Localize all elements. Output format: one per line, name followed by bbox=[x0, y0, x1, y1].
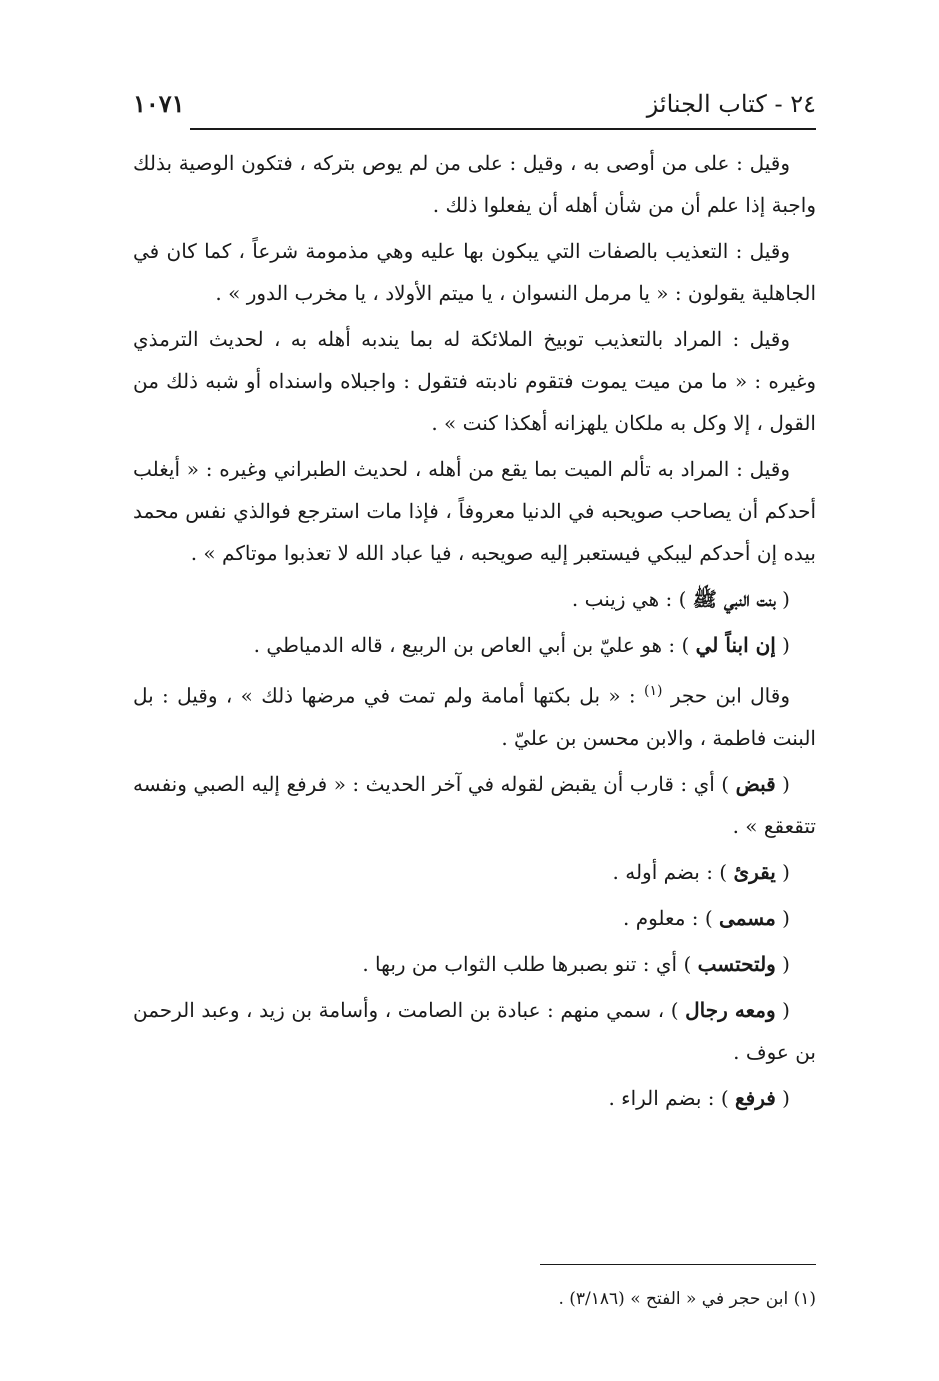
headword: مسمى bbox=[719, 905, 776, 930]
paragraph-text: : « بل بكتها أمامة ولم تمت في مرضها ذلك » ، وقيل : بل البنت فاطمة ، والابن محسن بن عليّ . bbox=[133, 683, 816, 750]
page-body bbox=[133, 142, 816, 1123]
headword: فرفع bbox=[735, 1085, 776, 1110]
paragraph-text: وقيل : المراد به تألم الميت بما يقع من أهله ، لحديث الطبراني وغيره : « أيغلب أحدكم أن يصاحب صويحبه في الدنيا معروفاً ، فإذا مات استرجع فوالذي نفس محمد بيده إن أحدكم ليبكي فيستعبر إليه صويحبه ، فيا عباد الله لا تعذبوا موتاكم » . bbox=[133, 457, 816, 565]
paragraph-text: ) ، سمي منهم : عبادة بن الصامت ، وأسامة بن زيد ، وعبد الرحمن بن عوف . bbox=[133, 997, 816, 1064]
headword: إن ابناً لي bbox=[695, 633, 776, 657]
paragraph-text: ( bbox=[775, 859, 790, 884]
page-header bbox=[133, 84, 816, 124]
paragraph bbox=[133, 318, 816, 444]
paragraph-text: وقيل : المراد بالتعذيب توبيخ الملائكة له بما يندبه أهله به ، لحديث الترمذي وغيره : « ما من ميت يموت فتقوم نادبته فتقول : واجبلاه واسنداه أو شبه ذلك من القول ، إلا وكل به ملكان يلهزانه أهكذا كنت » . bbox=[133, 327, 816, 435]
paragraph-text: ) : بضم الراء . bbox=[608, 1085, 736, 1110]
paragraph bbox=[133, 763, 816, 847]
paragraph-text: ) : بضم أوله . bbox=[612, 859, 734, 884]
paragraph bbox=[133, 897, 816, 939]
paragraph bbox=[133, 1077, 816, 1119]
paragraph bbox=[133, 670, 816, 759]
paragraph bbox=[133, 851, 816, 893]
paragraph-text: وقيل : التعذيب بالصفات التي يبكون بها عليه وهي مذمومة شرعاً ، كما كان في الجاهلية يقولون : « يا مرمل النسوان ، يا ميتم الأولاد ، يا مخرب الدور » . bbox=[133, 239, 816, 305]
headword: يقرئ bbox=[733, 859, 776, 884]
paragraph-text: وقيل : على من أوصى به ، وقيل : على من لم يوص بتركه ، فتكون الوصية بذلك واجبة إذا علم أن من شأن أهله أن يفعلوا ذلك . bbox=[133, 151, 816, 217]
paragraph-text: ( bbox=[775, 997, 790, 1022]
header-divider bbox=[190, 128, 816, 130]
paragraph-text: ( bbox=[775, 771, 790, 796]
paragraph-text: ) : هي زينب . bbox=[571, 587, 693, 611]
paragraph bbox=[133, 624, 816, 666]
headword: بنت النبي ﷺ bbox=[692, 587, 776, 611]
headword: قبض bbox=[735, 771, 776, 796]
paragraph-text: ( bbox=[775, 633, 790, 657]
paragraph-text: ) أي : قارب أن يقبض لقوله في آخر الحديث : « فرفع إليه الصبي ونفسه تتقعقع » . bbox=[133, 771, 816, 838]
paragraph-text: ) : هو عليّ بن أبي العاص بن الربيع ، قاله الدمياطي . bbox=[253, 633, 696, 657]
headword: ولتحتسب bbox=[697, 951, 776, 976]
paragraph-text: ) : معلوم . bbox=[623, 905, 720, 930]
paragraph-text: ) أي : تنو بصبرها طلب الثواب من ربها . bbox=[362, 951, 698, 976]
paragraph-text: ( bbox=[775, 587, 790, 611]
paragraph-text: وقال ابن حجر bbox=[662, 683, 790, 708]
paragraph bbox=[133, 989, 816, 1073]
running-title: ٢٤ - كتاب الجنائز bbox=[646, 90, 816, 118]
paragraph bbox=[133, 230, 816, 314]
footnote-divider bbox=[540, 1264, 816, 1265]
paragraph bbox=[133, 578, 816, 620]
paragraph-text: ( bbox=[775, 951, 790, 976]
paragraph-text: ( bbox=[775, 1085, 790, 1110]
paragraph bbox=[133, 142, 816, 226]
paragraph-text: ( bbox=[775, 905, 790, 930]
headword: ومعه رجال bbox=[685, 997, 776, 1022]
paragraph bbox=[133, 943, 816, 985]
footnote: (١) ابن حجر في « الفتح » (٣/١٨٦) . bbox=[558, 1289, 816, 1309]
footnote-reference: (١) bbox=[644, 683, 663, 699]
paragraph bbox=[133, 448, 816, 574]
page-number: ١٠٧١ bbox=[133, 89, 185, 118]
